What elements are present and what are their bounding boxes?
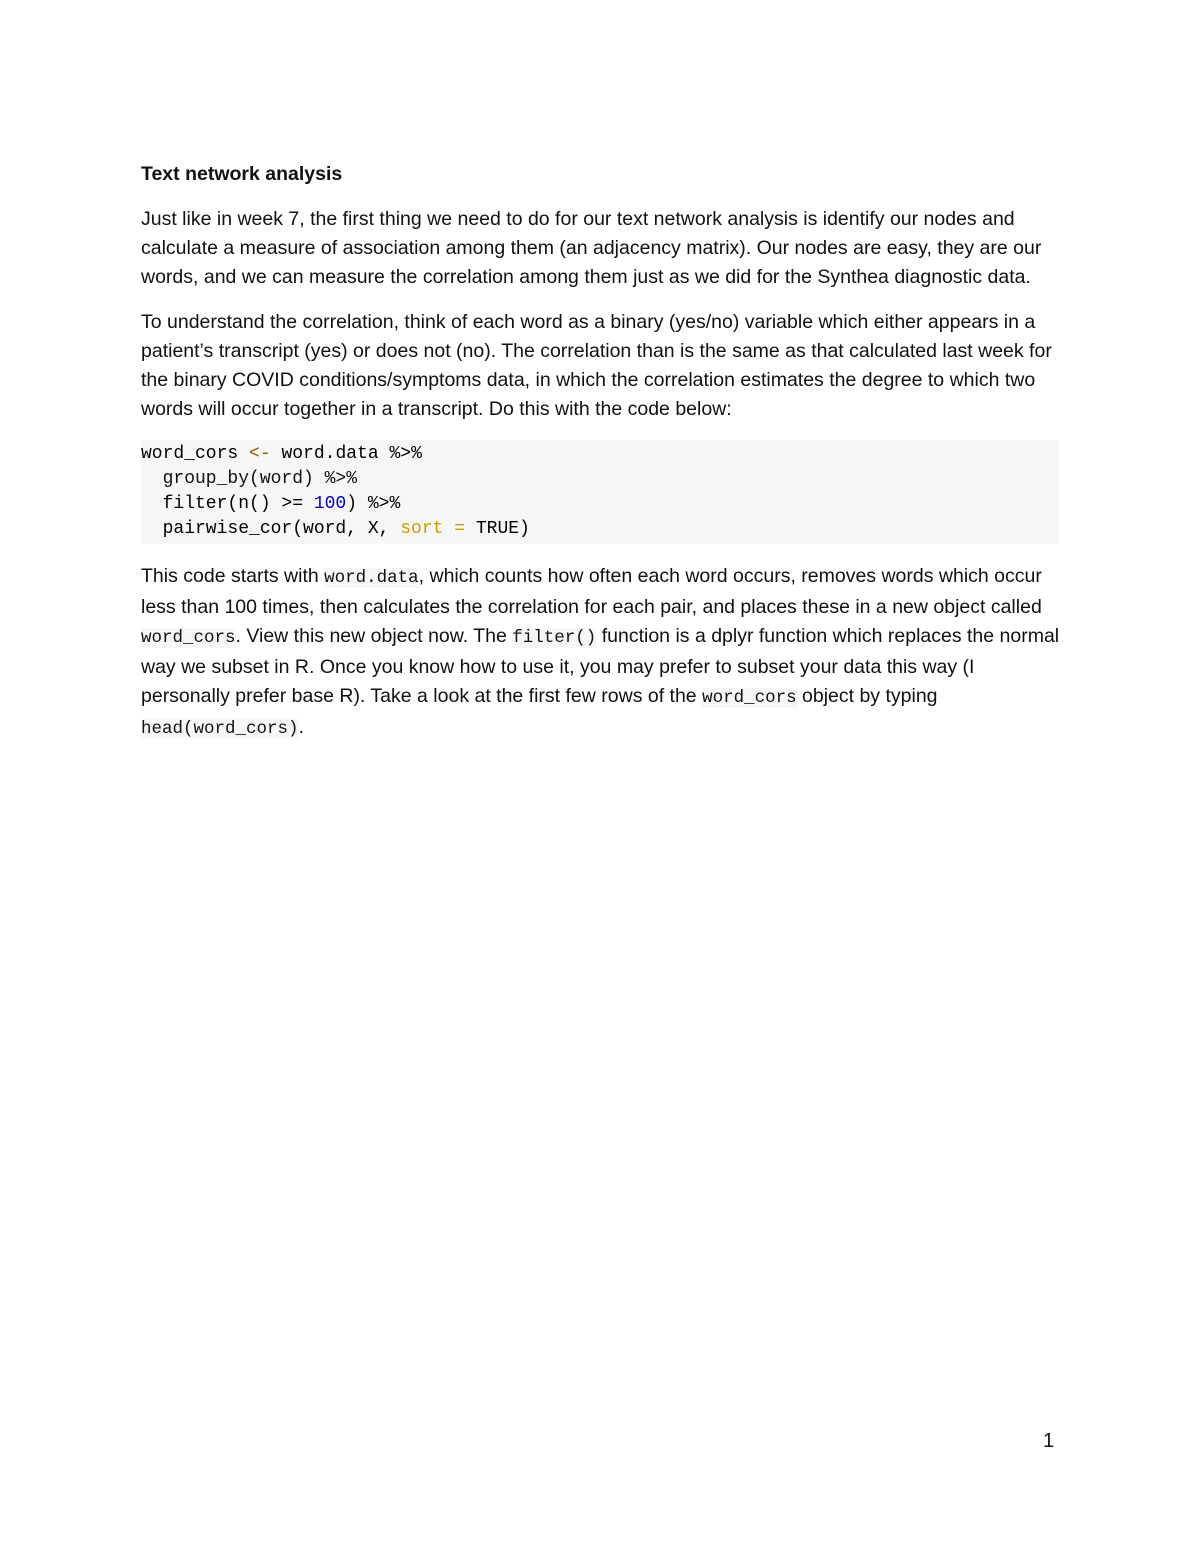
text-run: . xyxy=(298,716,304,738)
page-number: 1 xyxy=(1043,1430,1055,1452)
explanation-paragraph xyxy=(141,562,1061,744)
numeric-literal: 100 xyxy=(313,494,347,514)
code-token: filter(n() >= xyxy=(141,494,314,514)
equals-sign: = xyxy=(443,519,476,539)
text-run: function is a dplyr function which replaces the normal way we subset in R. Once you know how to use it, you may prefer to subset your data this way (I personally prefer base R). Take a look at the first few rows of the xyxy=(141,625,1060,707)
inline-code: word_cors xyxy=(702,688,797,708)
code-token: pairwise_cor(word, X, xyxy=(141,519,401,539)
code-line-2: group_by(word) %>% xyxy=(141,469,358,489)
inline-code: word.data xyxy=(324,568,419,588)
section-heading: Text network analysis xyxy=(141,163,343,185)
text-run: . View this new object now. The xyxy=(235,625,513,647)
text-run: , which counts how often each word occurs, removes words which occur less than 100 times, then calculates the correlation for each pair, and places these in a new object called xyxy=(141,565,1042,618)
inline-code: head(word_cors) xyxy=(141,719,299,739)
inline-code: word_cors xyxy=(141,628,236,648)
code-token: ) %>% xyxy=(346,494,401,514)
correlation-paragraph: To understand the correlation, think of each word as a binary (yes/no) variable which either appears in a patient’s transcript (yes) or does not (no). The correlation than is the same as that calculated last week for the binary COVID conditions/symptoms data, in which the correlation estimates the degree to which two words will occur together in a transcript. Do this with the code below: xyxy=(141,311,1052,420)
code-line-4 xyxy=(141,517,1059,542)
inline-code: filter() xyxy=(512,628,597,648)
text-run: This code starts with xyxy=(141,565,325,587)
code-token: word_cors xyxy=(141,444,250,464)
intro-paragraph: Just like in week 7, the first thing we need to do for our text network analysis is identify our nodes and calculate a measure of association among them (an adjacency matrix). Our nodes are easy, they are our words, and we can measure the correlation among them just as we did for the Synthea diagnostic data. xyxy=(141,208,1042,288)
argument-name: sort xyxy=(400,519,444,539)
assign-operator: <- xyxy=(249,444,271,464)
code-line-1 xyxy=(141,442,1059,467)
code-token: TRUE) xyxy=(475,519,530,539)
page-content xyxy=(141,160,1061,760)
text-run: object by typing xyxy=(796,685,938,707)
code-token: word.data %>% xyxy=(270,444,422,464)
code-block xyxy=(141,440,1059,544)
code-line-3 xyxy=(141,492,1059,517)
